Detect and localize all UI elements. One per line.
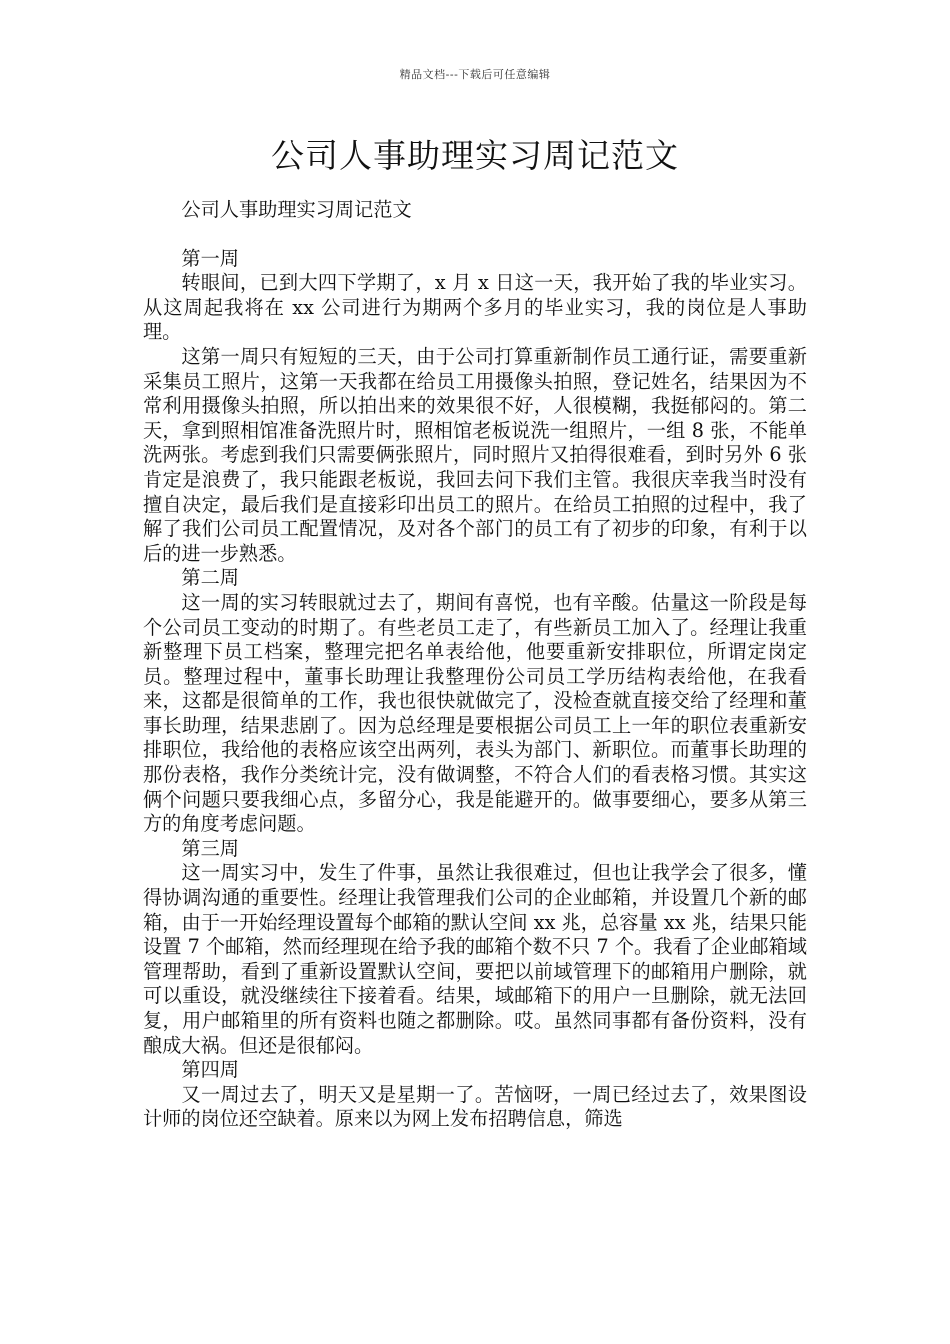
section-heading: 第一周: [181, 246, 239, 270]
section-heading: 第三周: [181, 836, 239, 860]
header-note: 精品文档---下载后可任意编辑: [399, 68, 551, 81]
document-subtitle: 公司人事助理实习周记范文: [181, 198, 412, 221]
document-title: 公司人事助理实习周记范文: [271, 136, 679, 175]
section-week-4: [143, 1058, 807, 1132]
paragraph: 这一周的实习转眼就过去了，期间有喜悦，也有辛酸。估量这一阶段是每个公司员工变动的时期了。有些老员工走了，有些新员工加入了。经理让我重新整理下员工档案，整理完把名单表给他，他要重新安排职位，所谓定岗定员。整理过程中，董事长助理让我整理份公司员工学历结构表给他，在我看来，这都是很简单的工作，我也很快就做完了，没检查就直接交给了经理和董事长助理，结果悲剧了。因为总经理是要根据公司员工上一年的职位表重新安排职位，我给他的表格应该空出两列，表头为部门、新职位。而董事长助理的那份表格，我作分类统计完，没有做调整，不符合人们的看表格习惯。其实这俩个问题只要我细心点，多留分心，我是能避开的。做事要细心，要多从第三方的角度考虑问题。: [143, 590, 807, 836]
paragraph: 转眼间，已到大四下学期了，x 月 x 日这一天，我开始了我的毕业实习。从这周起我将在 xx 公司进行为期两个多月的毕业实习，我的岗位是人事助理。: [143, 271, 807, 344]
section-week-3: [143, 837, 807, 1058]
paragraph: 又一周过去了，明天又是星期一了。苦恼呀，一周已经过去了，效果图设计师的岗位还空缺着。原来以为网上发布招聘信息，筛选: [143, 1082, 807, 1131]
document-body: [143, 198, 807, 1132]
section-heading: 第二周: [181, 566, 239, 590]
paragraph: 这一周实习中，发生了件事，虽然让我很难过，但也让我学会了很多，懂得协调沟通的重要性。经理让我管理我们公司的企业邮箱，并设置几个新的邮箱，由于一开始经理设置每个邮箱的默认空间 xx 兆，总容量 xx 兆，结果只能设置 7 个邮箱，然而经理现在给予我的邮箱个数不只 7 个。我看了企业邮箱域管理帮助，看到了重新设置默认空间，要把以前域管理下的邮箱用户删除，就可以重设，就没继续往下接着看。结果，域邮箱下的用户一旦删除，就无法回复，用户邮箱里的所有资料也随之都删除。哎。虽然同事都有备份资料，没有酿成大祸。但还是很郁闷。: [143, 861, 807, 1057]
section-heading: 第四周: [181, 1058, 239, 1082]
section-week-2: [143, 566, 807, 837]
paragraph: 这第一周只有短短的三天，由于公司打算重新制作员工通行证，需要重新采集员工照片，这第一天我都在给员工用摄像头拍照，登记姓名，结果因为不常利用摄像头拍照，所以拍出来的效果很不好，人很模糊，我挺郁闷的。第二天，拿到照相馆准备洗照片时，照相馆老板说洗一组照片，一组 8 张，不能单洗两张。考虑到我们只需要俩张照片，同时照片又拍得很难看，到时另外 6 张肯定是浪费了，我只能跟老板说，我回去问下我们主管。我很庆幸我当时没有擅自决定，最后我们是直接彩印出员工的照片。在给员工拍照的过程中，我了解了我们公司员工配置情况，及对各个部门的员工有了初步的印象，有利于以后的进一步熟悉。: [143, 344, 807, 565]
section-week-1: [143, 247, 807, 567]
